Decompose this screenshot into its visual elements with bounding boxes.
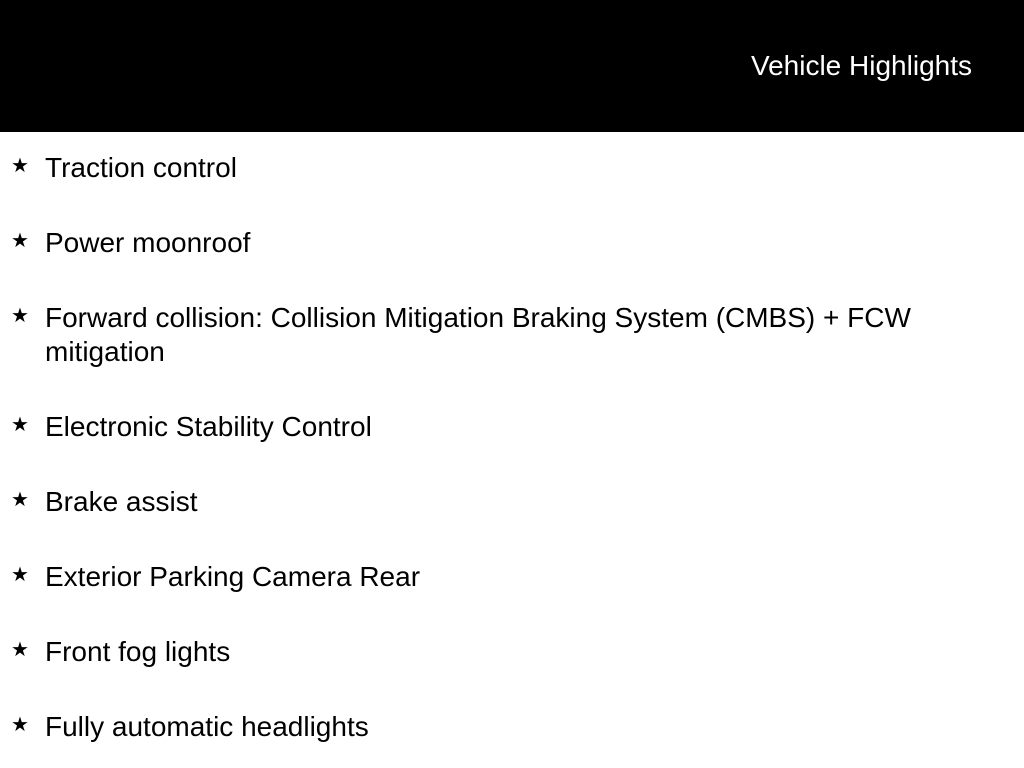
list-item-label: Electronic Stability Control xyxy=(45,411,372,442)
header-bar xyxy=(0,0,1024,132)
list-item-label: Fully automatic headlights xyxy=(45,711,369,742)
star-icon: ★ xyxy=(11,153,29,177)
star-icon: ★ xyxy=(11,712,29,736)
list-item xyxy=(0,710,1024,744)
list-item-label: Traction control xyxy=(45,152,237,183)
star-icon: ★ xyxy=(11,412,29,436)
star-icon: ★ xyxy=(11,228,29,252)
list-item-label: Front fog lights xyxy=(45,636,231,667)
list-item-label: Power moonroof xyxy=(45,227,251,258)
star-icon: ★ xyxy=(11,637,29,661)
list-item xyxy=(0,151,1024,185)
vehicle-highlights-list xyxy=(0,151,1024,744)
list-item xyxy=(0,301,1024,369)
star-icon: ★ xyxy=(11,303,29,327)
list-item xyxy=(0,635,1024,669)
star-icon: ★ xyxy=(11,562,29,586)
list-item xyxy=(0,560,1024,594)
list-item xyxy=(0,485,1024,519)
list-item-label: Forward collision: Collision Mitigation Braking System (CMBS) + FCW mitigation xyxy=(45,302,911,367)
list-item-label: Exterior Parking Camera Rear xyxy=(45,561,421,592)
star-icon: ★ xyxy=(11,487,29,511)
list-item-label: Brake assist xyxy=(45,486,198,517)
list-item xyxy=(0,410,1024,444)
list-item xyxy=(0,226,1024,260)
page-title: Vehicle Highlights xyxy=(750,50,972,81)
